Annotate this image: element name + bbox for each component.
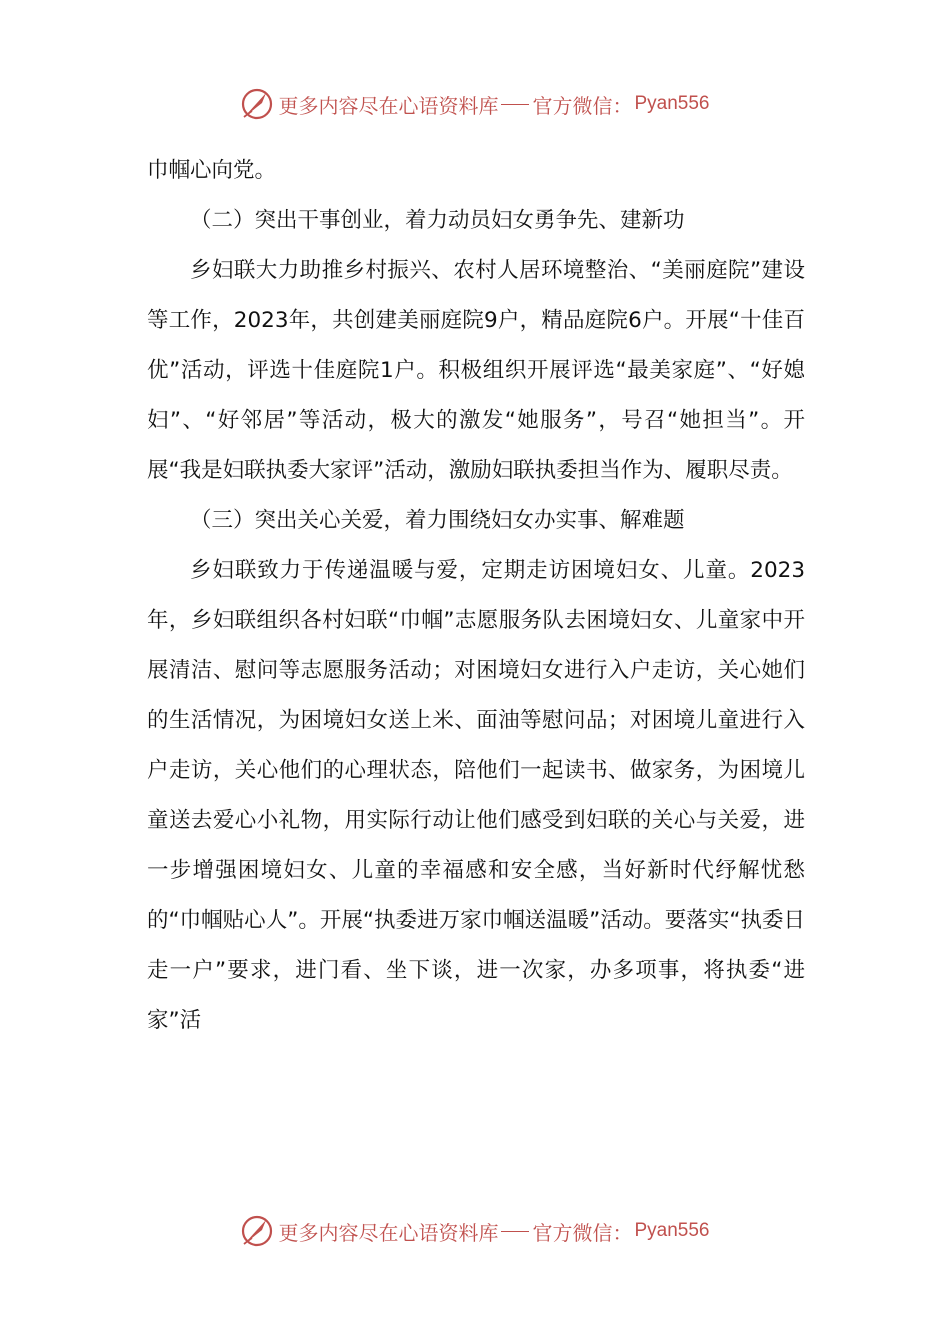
- paragraph: 乡妇联致力于传递温暖与爱，定期走访困境妇女、儿童。2023年，乡妇联组织各村妇联“巾帼”志愿服务队去困境妇女、儿童家中开展清洁、慰问等志愿服务活动；对困境妇女进行入户走访，关心她们的生活情况，为困境妇女送上米、面油等慰问品；对困境儿童进行入户走访，关心他们的心理状态，陪他们一起读书、做家务，为困境儿童送去爱心小礼物，用实际行动让他们感受到妇联的关心与关爱，进一步增强困境妇女、儿童的幸福感和安全感，当好新时代纾解忧愁的“巾帼贴心人”。开展“执委进万家巾帼送温暖”活动。要落实“执委日走一户”要求，进门看、坐下谈，进一次家，办多项事，将执委“进家”活: [147, 558, 805, 1033]
- paragraph: 乡妇联大力助推乡村振兴、农村人居环境整治、“美丽庭院”建设等工作，2023年，共创建美丽庭院9户，精品庭院6户。开展“十佳百优”活动，评选十佳庭院1户。积极组织开展评选“最美家庭”、“好媳妇”、“好邻居”等活动，极大的激发“她服务”，号召“她担当”。开展“我是妇联执委大家评”活动，激励妇联执委担当作为、履职尽责。: [147, 258, 805, 483]
- banner-wechat-id: Pyan556: [634, 1220, 710, 1241]
- banner-separator: [501, 104, 529, 105]
- section-heading-2: （二）突出干事创业，着力动员妇女勇争先、建新功: [190, 208, 685, 233]
- section-heading-3: （三）突出关心关爱，着力围绕妇女办实事、解难题: [190, 508, 685, 533]
- footer-watermark-banner: [0, 1211, 950, 1251]
- paragraph-continuation: 巾帼心向党。: [147, 158, 277, 183]
- banner-separator: [501, 1231, 529, 1232]
- quill-logo-icon: [240, 87, 274, 121]
- banner-wechat-id: Pyan556: [634, 93, 710, 114]
- banner-wechat-label: 官方微信：: [532, 1220, 633, 1245]
- document-body: [147, 146, 805, 1046]
- banner-text: 更多内容尽在心语资料库: [278, 93, 499, 118]
- quill-logo-icon: [240, 1214, 274, 1248]
- banner-wechat-label: 官方微信：: [532, 93, 633, 118]
- banner-text: 更多内容尽在心语资料库: [278, 1220, 499, 1245]
- header-watermark-banner: [0, 84, 950, 124]
